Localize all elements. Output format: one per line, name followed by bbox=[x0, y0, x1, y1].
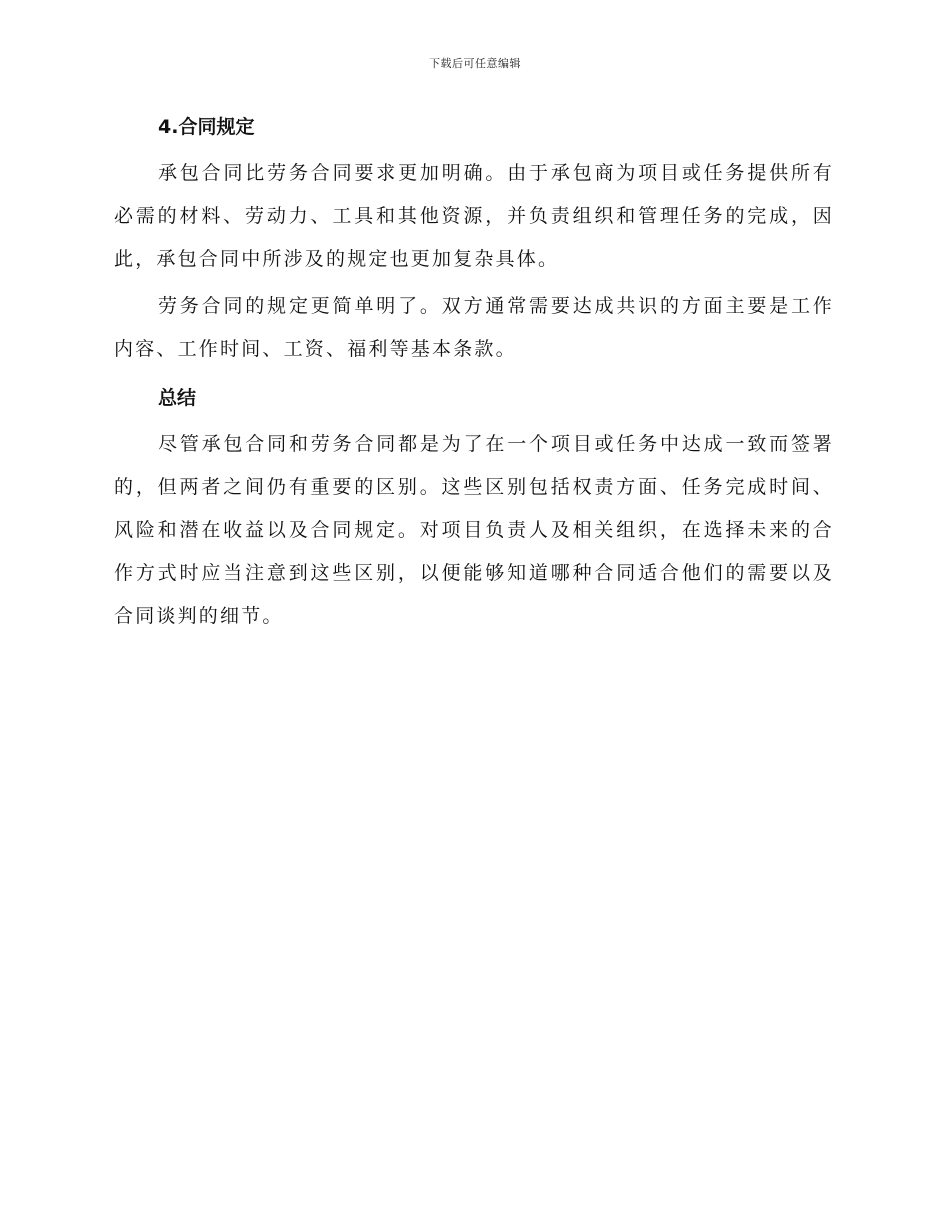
paragraph: 承包合同比劳务合同要求更加明确。由于承包商为项目或任务提供所有必需的材料、劳动力、工具和其他资源，并负责组织和管理任务的完成，因此，承包合同中所涉及的规定也更加复杂具体。 bbox=[114, 162, 834, 270]
document-body bbox=[114, 108, 834, 642]
paragraph: 劳务合同的规定更简单明了。双方通常需要达成共识的方面主要是工作内容、工作时间、工资、福利等基本条款。 bbox=[114, 295, 834, 360]
paragraph: 尽管承包合同和劳务合同都是为了在一个项目或任务中达成一致而签署的，但两者之间仍有重要的区别。这些区别包括权责方面、任务完成时间、风险和潜在收益以及合同规定。对项目负责人及相关组织，在选择未来的合作方式时应当注意到这些区别，以便能够知道哪种合同适合他们的需要以及合同谈判的细节。 bbox=[114, 433, 834, 627]
section-heading-summary: 总结 bbox=[158, 387, 197, 409]
header-note: 下载后可任意编辑 bbox=[429, 57, 521, 70]
section-heading-contract-rules: 4.合同规定 bbox=[158, 116, 255, 138]
